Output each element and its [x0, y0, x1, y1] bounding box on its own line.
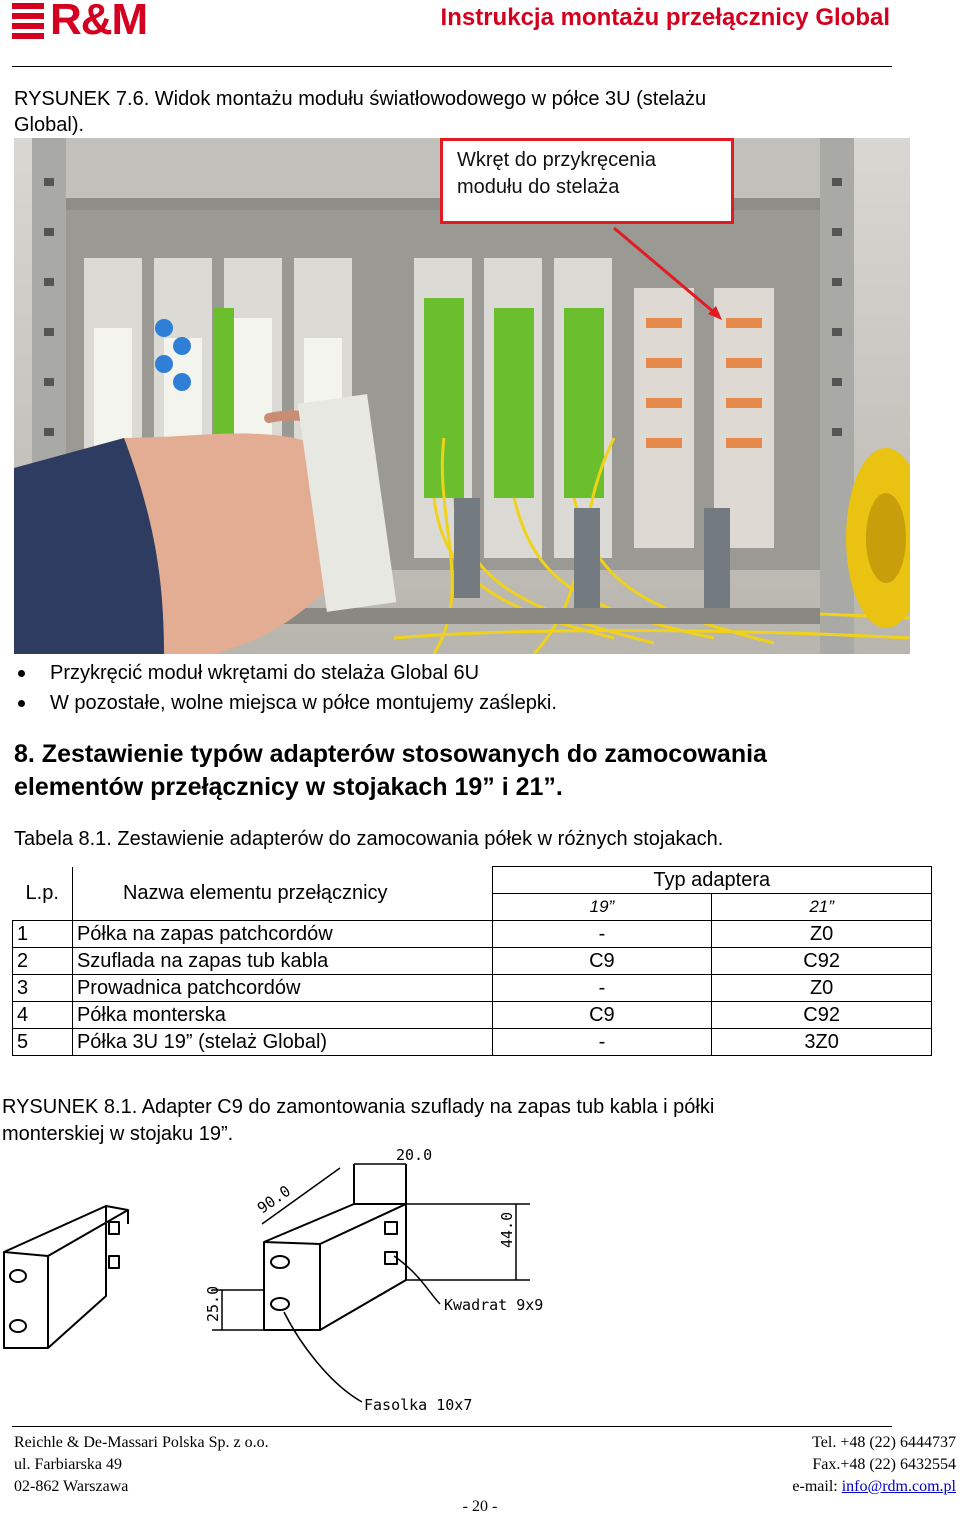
footer-contact: [792, 1432, 956, 1498]
row-adapter-19: -: [492, 975, 712, 1002]
figure-8-1-caption-line2: monterskiej w stojaku 19”.: [2, 1123, 234, 1145]
slot-hole-label: Fasolka 10x7: [364, 1396, 473, 1414]
footer-email-line: [792, 1476, 956, 1498]
dim-top-label: 20.0: [396, 1146, 433, 1164]
row-adapter-21: Z0: [712, 975, 932, 1002]
table-row: [13, 948, 932, 975]
col-header-lp: L.p.: [13, 867, 73, 921]
rm-logo: [12, 0, 164, 44]
row-name: Prowadnica patchcordów: [72, 975, 492, 1002]
instruction-item: W pozostałe, wolne miejsca w półce montujemy zaślepki.: [14, 688, 557, 718]
logo-text: R&M: [50, 0, 148, 44]
footer-fax: Fax.+48 (22) 6432554: [812, 1456, 956, 1473]
footer-divider: [12, 1426, 892, 1427]
col-header-19: 19”: [492, 894, 712, 921]
table-row: [13, 975, 932, 1002]
footer-street: ul. Farbiarska 49: [14, 1456, 122, 1473]
row-name: Półka monterska: [72, 1002, 492, 1029]
page-number: - 20 -: [462, 1498, 498, 1515]
instruction-list: [14, 658, 557, 718]
row-adapter-21: Z0: [712, 921, 932, 948]
row-number: 5: [13, 1029, 73, 1056]
figure-8-1-caption: [2, 1094, 902, 1148]
figure-7-6-caption-line1: RYSUNEK 7.6. Widok montażu modułu światłowodowego w półce 3U (stelażu: [14, 88, 707, 110]
footer-email-label: e-mail:: [792, 1478, 842, 1495]
dim-right-label: 44.0: [498, 1211, 516, 1248]
row-adapter-19: C9: [492, 948, 712, 975]
callout-line1: Wkręt do przykręcenia: [457, 149, 656, 171]
square-hole-label: Kwadrat 9x9: [444, 1296, 544, 1314]
section-8-heading: [14, 738, 914, 804]
section-heading-line2: elementów przełącznicy w stojakach 19” i 21”.: [14, 773, 563, 801]
logo-bars-icon: [12, 3, 44, 40]
footer-address: [14, 1432, 269, 1498]
adapter-table: [12, 866, 932, 1056]
row-adapter-19: -: [492, 921, 712, 948]
row-name: Szuflada na zapas tub kabla: [72, 948, 492, 975]
figure-7-6-caption-line2: Global).: [14, 114, 85, 136]
header-divider: [12, 66, 892, 67]
footer-tel: Tel. +48 (22) 6444737: [812, 1434, 956, 1451]
table-caption: Tabela 8.1. Zestawienie adapterów do zamocowania półek w różnych stojakach.: [14, 828, 724, 850]
adapter-c9-drawing: [0, 1144, 620, 1418]
row-number: 3: [13, 975, 73, 1002]
row-name: Półka na zapas patchcordów: [72, 921, 492, 948]
instruction-item: Przykręcić moduł wkrętami do stelaża Global 6U: [14, 658, 557, 688]
section-heading-line1: 8. Zestawienie typów adapterów stosowanych do zamocowania: [14, 740, 767, 768]
dim-diagonal-label: 90.0: [253, 1181, 294, 1218]
document-title: Instrukcja montażu przełącznicy Global: [440, 4, 890, 31]
row-adapter-19: -: [492, 1029, 712, 1056]
row-number: 4: [13, 1002, 73, 1029]
col-header-21: 21”: [712, 894, 932, 921]
row-number: 2: [13, 948, 73, 975]
row-adapter-21: C92: [712, 1002, 932, 1029]
table-row: [13, 921, 932, 948]
col-header-name: Nazwa elementu przełącznicy: [122, 881, 388, 904]
callout-line2: modułu do stelaża: [457, 176, 620, 198]
col-header-type: Typ adaptera: [492, 867, 931, 894]
figure-8-1-caption-line1: RYSUNEK 8.1. Adapter C9 do zamontowania szuflady na zapas tub kabla i półki: [2, 1096, 715, 1118]
footer-city: 02-862 Warszawa: [14, 1478, 129, 1495]
row-adapter-21: 3Z0: [712, 1029, 932, 1056]
row-adapter-21: C92: [712, 948, 932, 975]
screw-callout: [440, 138, 734, 224]
row-number: 1: [13, 921, 73, 948]
row-adapter-19: C9: [492, 1002, 712, 1029]
row-name: Półka 3U 19” (stelaż Global): [72, 1029, 492, 1056]
footer-company: Reichle & De-Massari Polska Sp. z o.o.: [14, 1434, 269, 1451]
dim-left-label: 25.0: [204, 1285, 222, 1322]
table-row: [13, 1029, 932, 1056]
footer-email-link[interactable]: info@rdm.com.pl: [841, 1478, 956, 1495]
table-row: [13, 1002, 932, 1029]
